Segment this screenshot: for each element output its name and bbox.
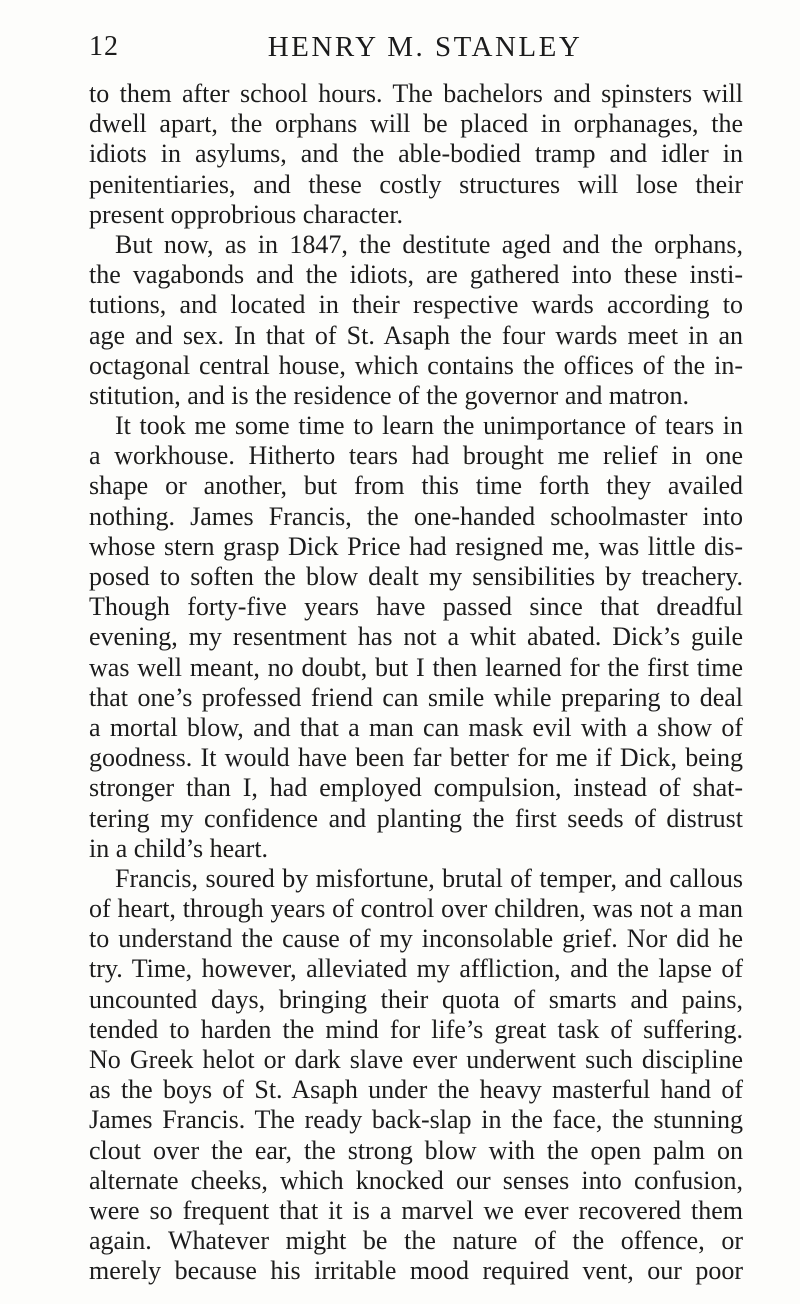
running-title: HENRY M. STANLEY xyxy=(267,31,583,63)
text-line: penitentiaries, and these costly structures will lose their xyxy=(89,169,743,199)
text-line: goodness. It would have been far better for me if Dick, being xyxy=(89,743,743,773)
body-text xyxy=(89,79,743,1287)
text-line: Francis, soured by misfortune, brutal of temper, and callous xyxy=(115,863,743,893)
text-line: was well meant, no doubt, but I then learned for the first time xyxy=(89,652,743,682)
text-line: try. Time, however, alleviated my affliction, and the lapse of xyxy=(89,954,743,984)
text-line: to understand the cause of my inconsolable grief. Nor did he xyxy=(89,924,743,954)
text-line: tended to harden the mind for life’s great task of suffering. xyxy=(89,1014,743,1044)
text-line: clout over the ear, the strong blow with the open palm on xyxy=(89,1135,743,1165)
text-line: uncounted days, bringing their quota of smarts and pains, xyxy=(89,984,743,1014)
text-line: tering my confidence and planting the first seeds of distrust xyxy=(89,803,743,833)
text-line: as the boys of St. Asaph under the heavy masterful hand of xyxy=(89,1075,743,1105)
text-line: tutions, and located in their respective wards according to xyxy=(89,290,743,320)
text-line: But now, as in 1847, the destitute aged and the orphans, xyxy=(115,229,743,259)
text-line: It took me some time to learn the unimportance of tears in xyxy=(115,411,743,441)
text-line: the vagabonds and the idiots, are gathered into these insti- xyxy=(89,260,743,290)
text-line: nothing. James Francis, the one-handed schoolmaster into xyxy=(89,501,743,531)
text-line: were so frequent that it is a marvel we ever recovered them xyxy=(89,1195,743,1225)
text-line: idiots in asylums, and the able-bodied tramp and idler in xyxy=(89,139,743,169)
text-line: a workhouse. Hitherto tears had brought me relief in one xyxy=(89,441,743,471)
text-line: again. Whatever might be the nature of the offence, or xyxy=(89,1226,743,1256)
text-line: a mortal blow, and that a man can mask evil with a show of xyxy=(89,712,743,742)
text-line: stitution, and is the residence of the governor and matron. xyxy=(89,380,690,410)
text-line: posed to soften the blow dealt my sensibilities by treachery. xyxy=(89,562,743,591)
text-line: stronger than I, had employed compulsion, instead of shat- xyxy=(89,773,743,803)
text-line: shape or another, but from this time forth they availed xyxy=(89,471,743,501)
text-line: to them after school hours. The bachelors and spinsters will xyxy=(89,79,743,108)
text-line: of heart, through years of control over children, was not a man xyxy=(89,894,743,924)
text-line: No Greek helot or dark slave ever underwent such discipline xyxy=(89,1045,743,1074)
text-line: James Francis. The ready back-slap in the face, the stunning xyxy=(89,1105,743,1135)
text-line: present opprobrious character. xyxy=(89,199,404,229)
text-line: evening, my resentment has not a whit abated. Dick’s guile xyxy=(89,622,743,652)
text-line: merely because his irritable mood required vent, our poor xyxy=(89,1256,743,1286)
text-line: whose stern grasp Dick Price had resigned me, was little dis- xyxy=(89,531,743,561)
text-line: that one’s professed friend can smile while preparing to deal xyxy=(89,682,743,712)
text-line: in a child’s heart. xyxy=(89,833,269,863)
page-number: 12 xyxy=(89,31,119,62)
text-line: octagonal central house, which contains the offices of the in- xyxy=(89,350,743,380)
text-line: Though forty-five years have passed since that dreadful xyxy=(89,592,743,622)
text-line: alternate cheeks, which knocked our senses into confusion, xyxy=(89,1165,743,1195)
text-line: dwell apart, the orphans will be placed in orphanages, the xyxy=(89,109,743,139)
text-line: age and sex. In that of St. Asaph the four wards meet in an xyxy=(89,320,743,350)
